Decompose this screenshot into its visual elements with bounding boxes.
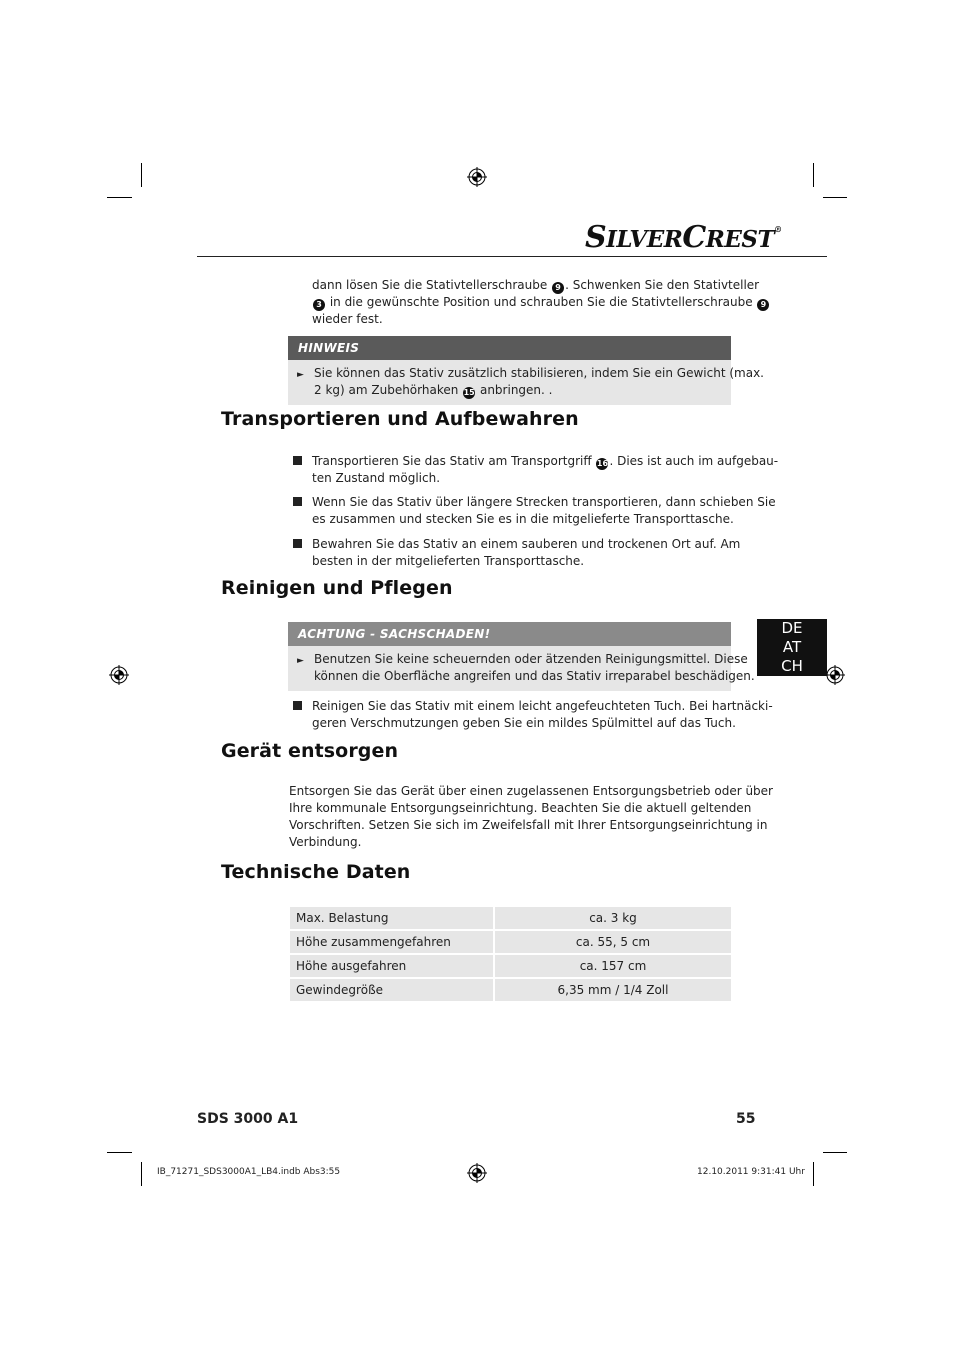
arrow-right-icon: ► bbox=[297, 370, 304, 380]
crop-mark bbox=[813, 1162, 814, 1186]
crop-mark bbox=[823, 1152, 847, 1153]
crop-mark bbox=[107, 1152, 132, 1153]
table-row: Höhe zusammengefahren ca. 55, 5 cm bbox=[290, 931, 731, 955]
registration-mark-icon bbox=[467, 167, 487, 187]
registration-mark-icon bbox=[825, 665, 845, 685]
specs-table bbox=[290, 907, 731, 1003]
ref-number-badge: 15 bbox=[463, 388, 475, 397]
table-row: Höhe ausgefahren ca. 157 cm bbox=[290, 955, 731, 979]
section-heading: Technische Daten bbox=[221, 861, 411, 883]
ref-number-badge: 3 bbox=[313, 299, 325, 311]
footer-model: SDS 3000 A1 bbox=[197, 1111, 299, 1127]
intro-paragraph: dann lösen Sie die Stativtellerschraube 9 . Schwenken Sie den Stativteller 3 in die gewünschte Position und schrauben Sie die Stativtellerschraube 9 wieder fest. bbox=[312, 277, 770, 328]
print-slug-left: IB_71271_SDS3000A1_LB4.indb Abs3:55 bbox=[157, 1167, 341, 1177]
ref-number-badge: 16 bbox=[596, 459, 609, 468]
section-heading: Gerät entsorgen bbox=[221, 740, 399, 762]
notice-box-caution: ACHTUNG - SACHSCHADEN! ► Benutzen Sie keine scheuernden oder ätzenden Reinigungsmittel. Diese können die Oberfläche angreifen und das Stativ irreparabel beschädigen. bbox=[288, 622, 731, 691]
ref-number-badge: 9 bbox=[552, 282, 564, 294]
crop-mark bbox=[823, 197, 847, 198]
notice-box-hinweis: HINWEIS ► Sie können das Stativ zusätzlich stabilisieren, indem Sie ein Gewicht (max. 2 kg) am Zubehörhaken 15 anbringen. . bbox=[288, 336, 731, 405]
table-row: Gewindegröße 6,35 mm / 1/4 Zoll bbox=[290, 979, 731, 1003]
crop-mark bbox=[813, 163, 814, 187]
brand-logo: SILVERCREST® bbox=[585, 220, 782, 255]
crop-mark bbox=[141, 1162, 142, 1186]
crop-mark bbox=[141, 163, 142, 187]
table-row: Max. Belastung ca. 3 kg bbox=[290, 907, 731, 931]
crop-mark bbox=[107, 197, 132, 198]
disposal-paragraph: Entsorgen Sie das Gerät über einen zugelassenen Entsorgungsbetrieb oder über Ihre kommunale Entsorgungseinrichtung. Beachten Sie die aktuell geltenden Vorschriften. Setzen Sie sich im Zweifelsfall mit Ihrer Entsorgungseinrichtung in Verbindung. bbox=[289, 784, 773, 849]
registration-mark-icon bbox=[109, 665, 129, 685]
print-slug-right: 12.10.2011 9:31:41 Uhr bbox=[697, 1167, 805, 1177]
section-heading: Reinigen und Pflegen bbox=[221, 577, 453, 599]
bullet-square-icon bbox=[293, 497, 302, 506]
language-tab: DE AT CH bbox=[757, 619, 827, 676]
arrow-right-icon: ► bbox=[297, 656, 304, 666]
notice-title: ACHTUNG - SACHSCHADEN! bbox=[288, 622, 731, 646]
bullet-square-icon bbox=[293, 701, 302, 710]
bullet-square-icon bbox=[293, 456, 302, 465]
section-heading: Transportieren und Aufbewahren bbox=[221, 408, 579, 430]
page-number: 55 bbox=[736, 1111, 756, 1127]
header-rule bbox=[197, 256, 827, 257]
ref-number-badge: 9 bbox=[757, 299, 769, 311]
bullet-square-icon bbox=[293, 539, 302, 548]
registration-mark-icon bbox=[467, 1163, 487, 1183]
notice-title: HINWEIS bbox=[288, 336, 731, 360]
